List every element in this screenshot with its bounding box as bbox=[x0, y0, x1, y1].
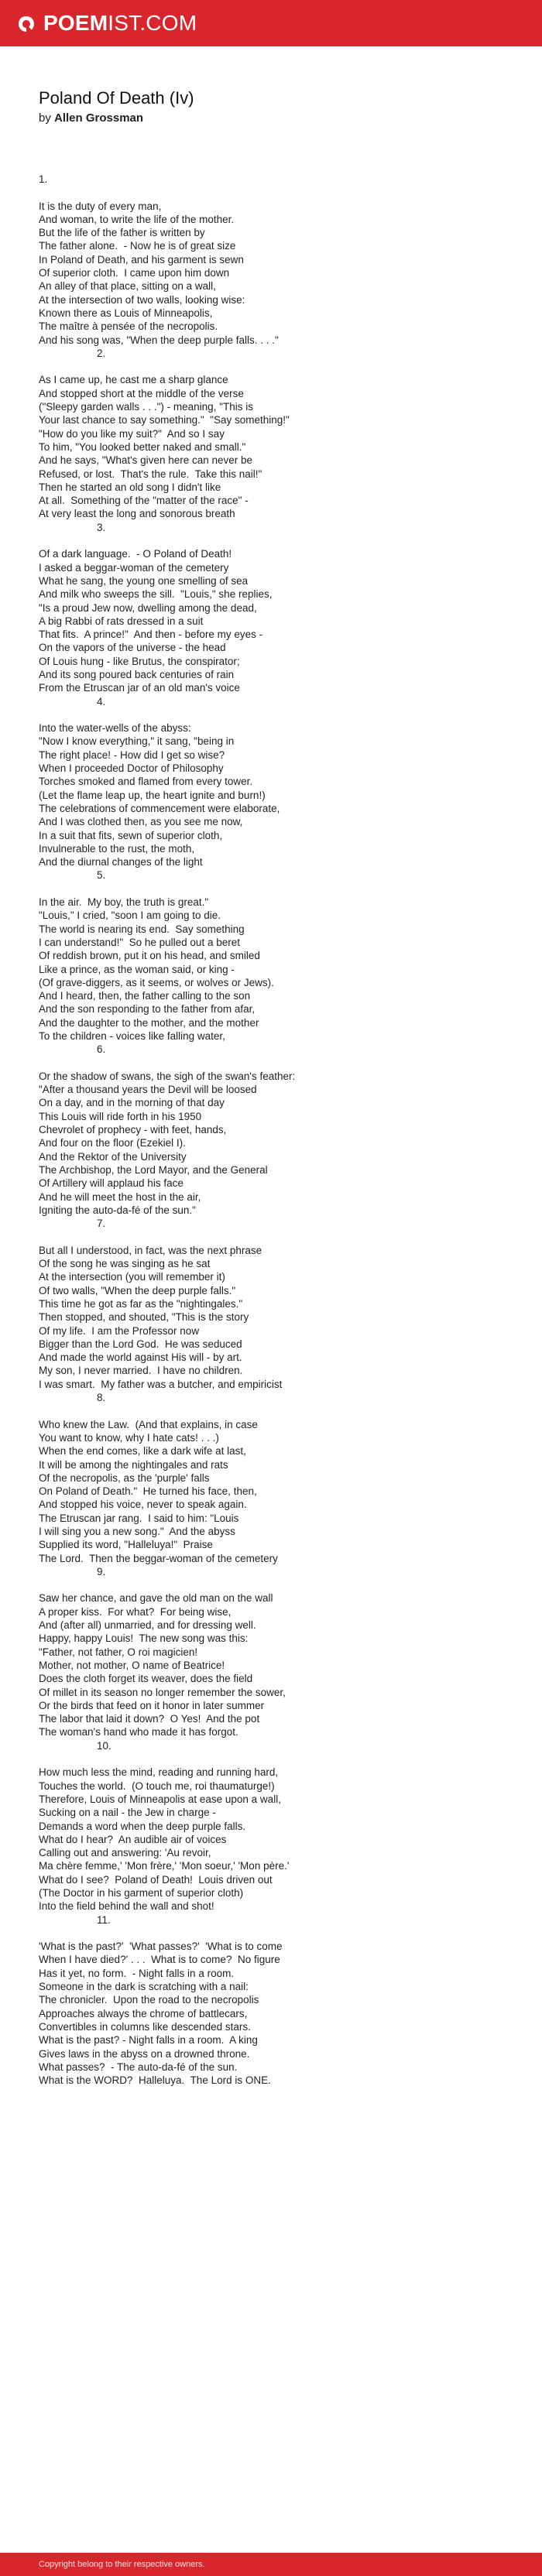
poem-title: Poland Of Death (Iv) bbox=[39, 88, 194, 108]
logo-text-strong: POEM bbox=[43, 11, 108, 35]
site-header bbox=[0, 0, 542, 46]
site-footer bbox=[0, 2553, 542, 2576]
by-label: by bbox=[39, 111, 51, 125]
poemist-logo-icon bbox=[17, 14, 36, 33]
copyright-notice: Copyright belong to their respective owners. bbox=[39, 2560, 205, 2569]
author-link[interactable]: Allen Grossman bbox=[54, 111, 144, 125]
logo-text-light: IST.COM bbox=[108, 11, 197, 35]
poem-article bbox=[39, 87, 519, 2087]
poem-body: 1. It is the duty of every man, And woman, to write the life of the mother. But the life of the father is written by The father alone. - Now he is of great size In Poland of Death, and his garment is sewn Of superior cloth. I came upon him down An alley of that place, sitting on a wall, At the intersection of two walls, looking wise: Known there as Louis of Minneapolis, The maître à pensée of the necropolis. And his song was, "When the deep purple falls. . . ." 2. As I came up, he cast me a sharp glance And stopped short at the middle of the verse ("Sleepy garden walls . . .") - meaning, "This is Your last chance to say something." "Say something!" "How do you like my suit?" And so I say To him, "You looked better naked and small." And he says, "What's given here can never be Refused, or lost. That's the rule. Take this nail!" Then he started an old song I didn't like At all. Something of the "matter of the race" - At very least the long and sonorous breath 3. Of a dark language. - O Poland of Death! I asked a beggar-woman of the cemetery What he sang, the young one smelling of sea And milk who sweeps the sill. "Louis," she replies, "Is a proud Jew now, dwelling among the dead, A big Rabbi of rats dressed in a suit That fits. A prince!" And then - before my eyes - On the vapors of the universe - the head Of Louis hung - like Brutus, the conspirator; And its song poured back centuries of rain From the Etruscan jar of an old man's voice 4. Into the water-wells of the abyss: "Now I know everything," it sang, "being in The right place! - How did I get so wise? When I proceeded Doctor of Philosophy Torches smoked and flamed from every tower. (Let the flame leap up, the heart ignite and burn!) The celebrations of commencement were elaborate, And I was clothed then, as you see me now, In a suit that fits, sewn of superior cloth, Invulnerable to the rust, the moth, And the diurnal changes of the light 5. In the air. My boy, the truth is great." "Louis," I cried, "soon I am going to die. The world is nearing its end. Say something I can understand!" So he pulled out a beret Of reddish brown, put it on his head, and smiled Like a prince, as the woman said, or king - (Of grave-diggers, as it seems, or wolves or Jews). And I heard, then, the father calling to the son And the son responding to the father from afar, And the daughter to the mother, and the mother To the children - voices like falling water, 6. Or the shadow of swans, the sigh of the swan's feather: "After a thousand years the Devil will be loosed On a day, and in the morning of that day This Louis will ride forth in his 1950 Chevrolet of prophecy - with feet, hands, And four on the floor (Ezekiel I). And the Rektor of the University The Archbishop, the Lord Mayor, and the General Of Artillery will applaud his face And he will meet the host in the air, Igniting the auto-da-fé of the sun." 7. But all I understood, in fact, was the next phrase Of the song he was singing as he sat At the intersection (you will remember it) Of two walls, "When the deep purple falls." This time he got as far as the "nightingales." Then stopped, and shouted, "This is the story Of my life. I am the Professor now Bigger than the Lord God. He was seduced And made the world against His will - by art. My son, I never married. I have no children. I was smart. My father was a butcher, and empiricist 8. Who knew the Law. (And that explains, in case You want to know, why I hate cats! . . .) When the end comes, like a dark wife at last, It will be among the nightingales and rats Of the necropolis, as the 'purple' falls On Poland of Death." He turned his face, then, And stopped his voice, never to speak again. The Etruscan jar rang. I said to him: "Louis I will sing you a new song." And the abyss Supplied its word, "Halleluya!" Praise The Lord. Then the beggar-woman of the cemetery 9. Saw her chance, and gave the old man on the wall A proper kiss. For what? For being wise, And (after all) unmarried, and for dressing well. Happy, happy Louis! The new song was this: "Father, not father, O roi magicien! Mother, not mother, O name of Beatrice! Does the cloth forget its weaver, does the field Of millet in its season no longer remember the sower, Or the birds that feed on it honor in later summer The labor that laid it down? O Yes! And the pot The woman's hand who made it has forgot. 10. How much less the mind, reading and running hard, Touches the world. (O touch me, roi thaumaturge!) Therefore, Louis of Minneapolis at ease upon a wall, Sucking on a nail - the Jew in charge - Demands a word when the deep purple falls. What do I hear? An audible air of voices Calling out and answering: 'Au revoir, Ma chère femme,' 'Mon frère,' 'Mon soeur,' 'Mon père.' What do I see? Poland of Death! Louis driven out (The Doctor in his garment of superior cloth) Into the field behind the wall and shot! 11. 'What is the past?' 'What passes?' 'What is to come When I have died?' . . . What is to come? No figure Has it yet, no form. - Night falls in a room. Someone in the dark is scratching with a nail: The chronicler. Upon the road to the necropolis Approaches always the chrome of battlecars, Convertibles in columns like descended stars. What is the past? - Night falls in a room. A king Gives laws in the abyss on a drowned throne. What passes? - The auto-da-fé of the sun. What is the WORD? Halleluya. The Lord is ONE. bbox=[39, 173, 296, 2087]
site-logo-link[interactable] bbox=[17, 11, 197, 36]
byline bbox=[39, 111, 519, 126]
